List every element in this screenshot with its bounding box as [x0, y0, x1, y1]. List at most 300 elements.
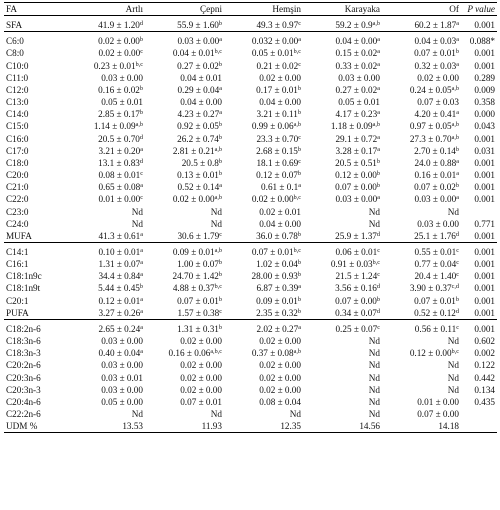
cell-value: 20.5 ± 0.70 [98, 133, 140, 144]
artli-cell [66, 372, 145, 384]
karayaka-cell [303, 181, 382, 193]
cell-value: 4.17 ± 0.23 [335, 109, 378, 120]
karayaka-cell [303, 258, 382, 270]
p-value-cell: 0.001 [474, 182, 495, 193]
karayaka-cell [303, 193, 382, 205]
of-cell [382, 133, 461, 145]
cell-value: 0.05 ± 0.01 [338, 97, 380, 108]
table-row [4, 319, 497, 335]
artli-cell [66, 16, 145, 32]
of-cell [382, 295, 461, 307]
cell-value: 0.37 ± 0.08 [251, 348, 294, 359]
table-row [4, 258, 497, 270]
table-row [4, 145, 497, 157]
p-value-cell: 0.001 [474, 323, 495, 334]
cell-value: 2.70 ± 0.14 [414, 145, 456, 156]
hemsin-cell [224, 408, 303, 420]
significance-letter: a,b [451, 121, 459, 129]
cell-value: 21.5 ± 1.24 [335, 271, 378, 282]
cell-value: 20.4 ± 1.40 [414, 271, 457, 282]
hemsin-cell [224, 60, 303, 72]
cell-value: 0.16 ± 0.06 [168, 348, 211, 359]
cepni-cell [145, 193, 224, 205]
cell-value: 2.81 ± 0.21 [172, 145, 215, 156]
cell-value: 0.07 ± 0.00 [335, 182, 377, 193]
cell-value: 0.09 ± 0.01 [256, 295, 298, 306]
cell-value: 0.02 ± 0.00 [180, 336, 222, 347]
p-value-cell: 0.442 [474, 372, 495, 383]
cell-value: 0.40 ± 0.04 [98, 348, 141, 359]
table-row [4, 60, 497, 72]
p-value-cell [461, 206, 497, 218]
significance-letter: b [139, 84, 143, 92]
cell-value: 0.02 ± 0.00 [98, 48, 141, 59]
cell-value: 0.03 ± 0.00 [101, 384, 143, 395]
cepni-cell [145, 206, 224, 218]
p-value-cell: 0.001 [474, 194, 495, 205]
significance-letter: b,c [214, 48, 222, 56]
artli-cell [66, 96, 145, 108]
cell-value: 3.28 ± 0.17 [335, 145, 378, 156]
hemsin-cell [224, 396, 303, 408]
cell-value: 0.03 ± 0.00 [414, 194, 457, 205]
significance-letter: a,b [135, 121, 143, 129]
cell-value: Nd [131, 206, 143, 217]
significance-letter: b [218, 133, 222, 141]
cell-value: 0.07 ± 0.00 [335, 295, 377, 306]
cell-value: Nd [447, 206, 459, 217]
significance-letter: b,c [293, 246, 301, 254]
karayaka-cell [303, 307, 382, 320]
of-cell [382, 307, 461, 320]
significance-letter: a,b [372, 121, 380, 129]
cell-value: 0.07 ± 0.01 [251, 246, 294, 257]
significance-letter: a [377, 194, 380, 202]
cell-value: 0.92 ± 0.05 [177, 121, 219, 132]
significance-letter: a [219, 109, 222, 117]
of-cell [382, 359, 461, 371]
cepni-cell [145, 32, 224, 48]
fatty-acid-table [4, 2, 497, 433]
hemsin-cell [224, 347, 303, 359]
cell-value: 0.05 ± 0.01 [101, 97, 143, 108]
of-cell [382, 347, 461, 359]
cepni-cell [145, 420, 224, 433]
fa-cell: PUFA [6, 307, 29, 318]
significance-letter: a [140, 271, 143, 279]
cell-value: 0.02 ± 0.00 [180, 360, 222, 371]
cell-value: 0.07 ± 0.00 [417, 409, 459, 419]
cell-value: Nd [447, 372, 459, 383]
hemsin-cell [224, 335, 303, 347]
karayaka-cell [303, 169, 382, 181]
header-p-value: P value [467, 4, 495, 14]
karayaka-cell [303, 335, 382, 347]
significance-letter: c [298, 133, 301, 141]
karayaka-cell [303, 408, 382, 420]
fa-cell: C20:2n-6 [6, 360, 41, 371]
hemsin-cell [224, 258, 303, 270]
cell-value: 14.18 [438, 421, 459, 432]
artli-cell [66, 408, 145, 420]
cepni-cell [145, 408, 224, 420]
cell-value: Nd [368, 409, 380, 419]
cell-value: 0.99 ± 0.06 [251, 121, 294, 132]
karayaka-cell [303, 16, 382, 32]
cell-value: 0.77 ± 0.04 [414, 259, 457, 270]
significance-letter: a [456, 36, 459, 44]
cell-value: 18.1 ± 0.69 [256, 157, 299, 168]
significance-letter: a,b [293, 348, 301, 356]
significance-letter: b [297, 259, 301, 267]
cell-value: 0.02 ± 0.00 [259, 360, 301, 371]
significance-letter: a [298, 36, 301, 44]
cell-value: Nd [368, 218, 380, 229]
significance-letter: d [455, 307, 459, 315]
p-value-cell: 0.001 [474, 259, 495, 270]
table-row [4, 108, 497, 120]
artli-cell [66, 359, 145, 371]
karayaka-cell [303, 270, 382, 282]
hemsin-cell [224, 218, 303, 230]
p-value-cell: 0.031 [474, 145, 495, 156]
significance-letter: d [376, 230, 380, 238]
karayaka-cell [303, 133, 382, 145]
p-value-cell: 0.001 [474, 20, 495, 31]
cell-value: 0.01 ± 0.00 [417, 396, 459, 407]
cell-value: 41.3 ± 0.61 [98, 230, 141, 241]
fa-cell: C18:1n9c [6, 271, 42, 282]
artli-cell [66, 307, 145, 320]
row-group [4, 242, 497, 319]
hemsin-cell [224, 16, 303, 32]
hemsin-cell [224, 120, 303, 132]
cepni-cell [145, 218, 224, 230]
cell-value: 0.04 ± 0.01 [180, 72, 222, 83]
cepni-cell [145, 72, 224, 84]
fa-cell: MUFA [6, 230, 32, 241]
karayaka-cell [303, 359, 382, 371]
hemsin-cell [224, 319, 303, 335]
significance-letter: a [377, 60, 380, 68]
significance-letter: c [298, 157, 301, 165]
fatty-acid-table-container [4, 2, 496, 433]
cell-value: Nd [131, 409, 143, 419]
p-value-cell: 0.000 [474, 109, 495, 120]
cell-value: 20.5 ± 0.8 [181, 157, 219, 168]
hemsin-cell [224, 242, 303, 258]
karayaka-cell [303, 206, 382, 218]
cepni-cell [145, 372, 224, 384]
significance-letter: a [377, 84, 380, 92]
of-cell [382, 384, 461, 396]
hemsin-cell [224, 32, 303, 48]
cell-value: Nd [368, 206, 380, 217]
significance-letter: b [297, 170, 301, 178]
cell-value: 0.02 ± 0.00 [172, 194, 215, 205]
significance-letter: c [219, 230, 222, 238]
artli-cell [66, 218, 145, 230]
table-row [4, 47, 497, 59]
cell-value: 0.02 ± 0.00 [259, 72, 301, 83]
p-value-cell: 0.001 [474, 133, 495, 144]
artli-cell [66, 32, 145, 48]
artli-cell [66, 230, 145, 243]
significance-letter: a [377, 145, 380, 153]
cepni-cell [145, 384, 224, 396]
significance-letter: b [297, 307, 301, 315]
fa-cell: C18:3n-6 [6, 336, 41, 347]
header-fa: FA [6, 4, 18, 14]
cell-value: 23.3 ± 0.70 [256, 133, 299, 144]
table-row [4, 193, 497, 205]
table-row [4, 384, 497, 396]
significance-letter: b [218, 157, 222, 165]
cell-value: 0.07 ± 0.01 [177, 295, 219, 306]
cell-value: 0.04 ± 0.00 [180, 97, 222, 108]
cell-value: 0.05 ± 0.00 [101, 396, 143, 407]
cell-value: 0.09 ± 0.01 [172, 246, 215, 257]
karayaka-cell [303, 218, 382, 230]
significance-letter: a [140, 259, 143, 267]
p-value-cell: 0.001 [474, 230, 495, 241]
significance-letter: b [218, 259, 222, 267]
significance-letter: b [218, 60, 222, 68]
of-cell [382, 181, 461, 193]
fa-cell: C12:0 [6, 84, 29, 95]
cell-value: 1.31 ± 0.31 [177, 323, 219, 334]
p-value-cell: 0.001 [474, 307, 495, 318]
cell-value: 1.00 ± 0.07 [177, 259, 219, 270]
fa-cell: C11:0 [6, 72, 29, 83]
cell-value: Nd [131, 218, 143, 229]
significance-letter: a [456, 157, 459, 165]
fa-cell: C20:1 [6, 295, 29, 306]
cell-value: 0.02 ± 0.00 [180, 384, 222, 395]
significance-letter: b,c [372, 259, 380, 267]
cepni-cell [145, 282, 224, 294]
cell-value: 3.56 ± 0.16 [335, 283, 377, 294]
significance-letter: a [140, 230, 143, 238]
cell-value: 0.03 ± 0.00 [417, 218, 459, 229]
header-cepni: Çepni [200, 4, 222, 14]
significance-letter: b,c [293, 194, 301, 202]
p-value-cell: 0.001 [474, 48, 495, 59]
karayaka-cell [303, 120, 382, 132]
cell-value: 1.31 ± 0.07 [98, 259, 141, 270]
cell-value: 4.88 ± 0.37 [172, 283, 215, 294]
artli-cell [66, 181, 145, 193]
p-value-cell: 0.009 [474, 84, 495, 95]
cell-value: 0.05 ± 0.01 [251, 48, 294, 59]
cepni-cell [145, 319, 224, 335]
of-cell [382, 420, 461, 433]
significance-letter: a [140, 307, 143, 315]
cell-value: 0.03 ± 0.00 [101, 360, 143, 371]
hemsin-cell [224, 206, 303, 218]
significance-letter: d [139, 157, 143, 165]
artli-cell [66, 47, 145, 59]
significance-letter: b [297, 145, 301, 153]
significance-letter: a [456, 20, 459, 28]
karayaka-cell [303, 60, 382, 72]
of-cell [382, 193, 461, 205]
significance-letter: a [219, 182, 222, 190]
significance-letter: a [298, 283, 301, 291]
hemsin-cell [224, 169, 303, 181]
significance-letter: c [377, 246, 380, 254]
significance-letter: b [139, 283, 143, 291]
cepni-cell [145, 157, 224, 169]
cepni-cell [145, 295, 224, 307]
cell-value: 0.02 ± 0.00 [259, 336, 301, 347]
cell-value: 0.04 ± 0.00 [259, 97, 301, 108]
significance-letter: a,b [214, 145, 222, 153]
significance-letter: c [377, 271, 380, 279]
cell-value: Nd [368, 336, 380, 347]
of-cell [382, 96, 461, 108]
significance-letter: a,b,c [210, 348, 222, 356]
significance-letter: a [377, 48, 380, 56]
cell-value: 26.2 ± 0.74 [177, 133, 219, 144]
cell-value: 0.15 ± 0.02 [335, 48, 378, 59]
cell-value: 0.01 ± 0.00 [98, 194, 141, 205]
p-value-cell: 0.001 [474, 271, 495, 282]
significance-letter: a [140, 295, 143, 303]
significance-letter: c [140, 170, 143, 178]
table-row [4, 32, 497, 48]
row-group [4, 16, 497, 32]
of-cell [382, 396, 461, 408]
cell-value: Nd [210, 409, 222, 419]
cell-value: 13.53 [122, 421, 143, 432]
table-row [4, 230, 497, 243]
artli-cell [66, 145, 145, 157]
table-row [4, 242, 497, 258]
fa-cell: C10:0 [6, 60, 29, 71]
fa-cell: C16:0 [6, 133, 29, 144]
p-value-cell: 0.088* [469, 36, 495, 47]
of-cell [382, 108, 461, 120]
hemsin-cell [224, 307, 303, 320]
cell-value: 2.85 ± 0.17 [98, 109, 140, 120]
significance-letter: c [140, 194, 143, 202]
p-value-cell: 0.602 [474, 336, 495, 347]
significance-letter: b [455, 145, 459, 153]
header-artli: Artlı [125, 4, 143, 14]
significance-letter: b,c [214, 283, 222, 291]
cell-value: 0.13 ± 0.01 [177, 170, 219, 181]
cell-value: 4.20 ± 0.41 [414, 109, 457, 120]
cell-value: 4.23 ± 0.27 [177, 109, 220, 120]
cell-value: 1.14 ± 0.09 [93, 121, 136, 132]
significance-letter: a [140, 182, 143, 190]
significance-letter: a [298, 323, 301, 331]
fa-cell: C14:1 [6, 246, 29, 257]
artli-cell [66, 384, 145, 396]
cepni-cell [145, 60, 224, 72]
of-cell [382, 60, 461, 72]
cell-value: 0.27 ± 0.02 [177, 60, 219, 71]
hemsin-cell [224, 145, 303, 157]
artli-cell [66, 157, 145, 169]
significance-letter: a,b [372, 20, 380, 28]
cell-value: 0.02 ± 0.00 [180, 372, 222, 383]
header-row [4, 3, 497, 16]
cepni-cell [145, 335, 224, 347]
table-row [4, 359, 497, 371]
hemsin-cell [224, 295, 303, 307]
cell-value: 0.03 ± 0.00 [101, 336, 143, 347]
cepni-cell [145, 230, 224, 243]
significance-letter: b [218, 295, 222, 303]
cell-value: 0.07 ± 0.01 [180, 396, 222, 407]
fa-cell: C18:1n9t [6, 283, 41, 294]
hemsin-cell [224, 133, 303, 145]
table-row [4, 218, 497, 230]
hemsin-cell [224, 157, 303, 169]
cell-value: 0.08 ± 0.04 [259, 396, 301, 407]
significance-letter: a [140, 323, 143, 331]
cell-value: 30.6 ± 1.79 [177, 230, 220, 241]
of-cell [382, 372, 461, 384]
of-cell [382, 270, 461, 282]
hemsin-cell [224, 108, 303, 120]
significance-letter: b [139, 36, 143, 44]
cell-value: 3.21 ± 0.11 [256, 109, 298, 120]
fa-cell: C8:0 [6, 48, 24, 59]
cell-value: 24.0 ± 0.88 [414, 157, 457, 168]
artli-cell [66, 319, 145, 335]
cell-value: 0.04 ± 0.00 [259, 218, 301, 229]
artli-cell [66, 108, 145, 120]
artli-cell [66, 193, 145, 205]
cepni-cell [145, 258, 224, 270]
p-value-cell: 0.001 [474, 170, 495, 181]
cell-value: 0.06 ± 0.01 [335, 246, 378, 257]
cell-value: 49.3 ± 0.97 [256, 20, 299, 31]
cell-value: 0.24 ± 0.05 [409, 84, 452, 95]
significance-letter: a [140, 348, 143, 356]
fa-cell: C20:3n-3 [6, 384, 41, 395]
cepni-cell [145, 347, 224, 359]
cepni-cell [145, 108, 224, 120]
cell-value: 0.032 ± 0.00 [251, 36, 299, 47]
fa-cell: C21:0 [6, 182, 29, 193]
cell-value: 14.56 [359, 421, 380, 432]
cell-value: 0.02 ± 0.01 [259, 206, 301, 217]
cepni-cell [145, 242, 224, 258]
cell-value: 0.97 ± 0.05 [409, 121, 452, 132]
fa-cell: C20:3n-6 [6, 372, 41, 383]
cell-value: 1.18 ± 0.09 [330, 121, 373, 132]
significance-letter: b [376, 182, 380, 190]
cell-value: 0.04 ± 0.01 [172, 48, 215, 59]
significance-letter: d [455, 230, 459, 238]
fa-cell: C17:0 [6, 145, 29, 156]
artli-cell [66, 72, 145, 84]
significance-letter: c,d [451, 283, 459, 291]
significance-letter: c [140, 48, 143, 56]
p-value-cell: 0.289 [474, 72, 495, 83]
significance-letter: c [456, 246, 459, 254]
hemsin-cell [224, 84, 303, 96]
cell-value: 0.65 ± 0.08 [98, 182, 141, 193]
table-row [4, 133, 497, 145]
fa-cell: C13:0 [6, 97, 29, 108]
cell-value: 0.02 ± 0.00 [417, 72, 459, 83]
p-value-cell: 0.358 [474, 97, 495, 108]
